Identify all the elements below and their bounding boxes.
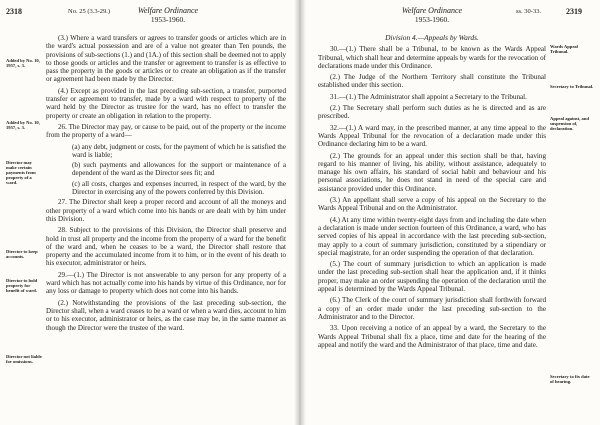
paragraph: (2.) The grounds for an appeal under this section shall be that, having regard to his manner of living, his ability, without assistance, adequately to manage his own affairs, his standard of social habit and behaviour and his personal associations, he does not stand in need of the special care and assistance provided under this Ordinance.	[318, 151, 546, 193]
running-years: 1953-1960.	[150, 15, 186, 24]
paragraph: (2.) Notwithstanding the provisions of the last preceding sub-section, the Director shall, when a ward ceases to be a ward or when a ward dies, account to him or to his executor, administrator or heirs, as the case may be, in the same manner as though the Director were the trustee of the ward.	[46, 298, 286, 332]
left-page	[0, 0, 296, 425]
margin-note: Director not liable for omissions.	[6, 354, 42, 364]
sub-paragraph: (b) such payments and allowances for the support or maintenance of a dependent of the ward as the Director sees fit; and	[72, 161, 286, 178]
margin-note: Secretary to Tribunal.	[550, 84, 594, 89]
margin-note: Added by No. 10, 1957, s. 3.	[6, 120, 40, 130]
paragraph: 33. Upon receiving a notice of an appeal by a ward, the Secretary to the Wards Appeal Tribunal shall fix a place, time and date for the hearing of the appeal and notify the ward and the Administrator of that place, time and date.	[318, 324, 546, 349]
running-years: 1953-1960.	[414, 15, 450, 24]
running-title: Welfare Ordinance	[137, 6, 199, 15]
paragraph: (3.) Where a ward transfers or agrees to transfer goods or articles which are in the ward's actual possession and are of a value not greater than Ten pounds, the provisions of sub-sections (1.) and (1A.) of this section shall be deemed not to apply to those goods or articles and the transfer or agreement to transfer is as effective to pass the property in the goods or articles or to create an obligation as if the transfer or agreement had been made by the Director.	[46, 34, 286, 84]
margin-note: Appeal against, and suspension of, declaration.	[550, 116, 589, 131]
paragraph: 30.—(1.) There shall be a Tribunal, to be known as the Wards Appeal Tribunal, which shall hear and determine appeals by wards for the revocation of declarations made under this Ordinance.	[318, 45, 546, 70]
paragraph: 28. Subject to the provisions of this Division, the Director shall preserve and hold in trust all property and the income from the property of a ward for the benefit of the ward and, when he ceases to be a ward, the Director shall restore that property and the accumulated income from it to him, or in the event of his death to his executor, administrator or heirs.	[46, 226, 286, 268]
left-page-header	[0, 6, 296, 28]
margin-note: Wards Appeal Tribunal.	[550, 44, 578, 54]
margin-note: Director to keep accounts.	[6, 249, 38, 259]
act-reference: No. 25 (3.3-29.)	[68, 8, 111, 15]
paragraph: 26. The Director may pay, or cause to be paid, out of the property or the income from the property of a ward—	[46, 122, 286, 140]
margin-note: Director may make certain payments from property of a ward.	[6, 160, 36, 185]
margin-note: Director to hold property for benefit of ward.	[6, 278, 38, 293]
page-number: 2319	[566, 7, 582, 16]
paragraph: (6.) The Clerk of the court of summary jurisdiction shall forthwith forward a copy of an order made under the last preceding sub-section to the Administrator and to the Director.	[318, 296, 546, 321]
right-page-header	[304, 6, 600, 28]
left-page-body	[46, 34, 286, 335]
act-reference: ss. 30-33.	[516, 8, 542, 15]
paragraph: (5.) The court of summary jurisdiction to which an application is made under the last preceding sub-section shall hear the application and, if it thinks proper, may make an order suspending the operation of the declaration until the appeal is determined by the Wards Appeal Tribunal.	[318, 260, 546, 294]
paragraph: (2.) The Secretary shall perform such duties as he is directed and as are prescribed.	[318, 104, 546, 121]
paragraph: (4.) At any time within twenty-eight days from and including the date when a declaration is made under section fourteen of this Ordinance, a ward, who has served copies of his appeal in accordance with the last preceding sub-section, may apply to a court of summary jurisdiction, constituted by a stipendiary or special magistrate, for an order suspending the operation of that declaration.	[318, 215, 546, 257]
sub-paragraph: (c) all costs, charges and expenses incurred, in respect of the ward, by the Director in exercising any of the powers conferred by this Division.	[72, 179, 286, 197]
paragraph: (2.) The Judge of the Northern Territory shall constitute the Tribunal established under this section.	[318, 73, 546, 90]
right-page	[304, 0, 600, 425]
margin-note: Added by No. 10, 1957, s. 3.	[6, 58, 40, 68]
paragraph: 29.—(1.) The Director is not answerable to any person for any property of a ward which has not actually come into his hands by virtue of this Ordinance, nor for any loss or damage to property which does not come into his hands.	[46, 270, 286, 296]
division-heading: Division 4.—Appeals by Wards.	[385, 33, 479, 42]
paragraph: 32.—(1.) A ward may, in the prescribed manner, at any time appeal to the Wards Appeal Tribunal for the revocation of a declaration made under this Ordinance declaring him to be a ward.	[318, 123, 546, 149]
paragraph: (3.) An appellant shall serve a copy of his appeal on the Secretary to the Wards Appeal Tribunal and on the Administrator.	[318, 196, 546, 213]
paragraph: (4.) Except as provided in the last preceding sub-section, a transfer, purported transfer or agreement to transfer, made by a ward with respect to property of the ward held by the Director as trustee for the ward, has no effect to transfer the property or create an obligation in relation to the property.	[46, 86, 286, 120]
page-number: 2318	[6, 7, 22, 16]
right-page-body	[318, 34, 546, 352]
margin-note: Secretary to fix date of hearing.	[550, 374, 590, 384]
running-title: Welfare Ordinance	[401, 6, 463, 15]
paragraph: 31.—(1.) The Administrator shall appoint a Secretary to the Tribunal.	[330, 92, 527, 101]
paragraph: 27. The Director shall keep a proper record and account of all the moneys and other property of a ward which come into his hands or are dealt with by him under this Division.	[46, 198, 286, 223]
sub-paragraph: (a) any debt, judgment or costs, for the payment of which he is satisfied the ward is liable;	[72, 142, 286, 159]
